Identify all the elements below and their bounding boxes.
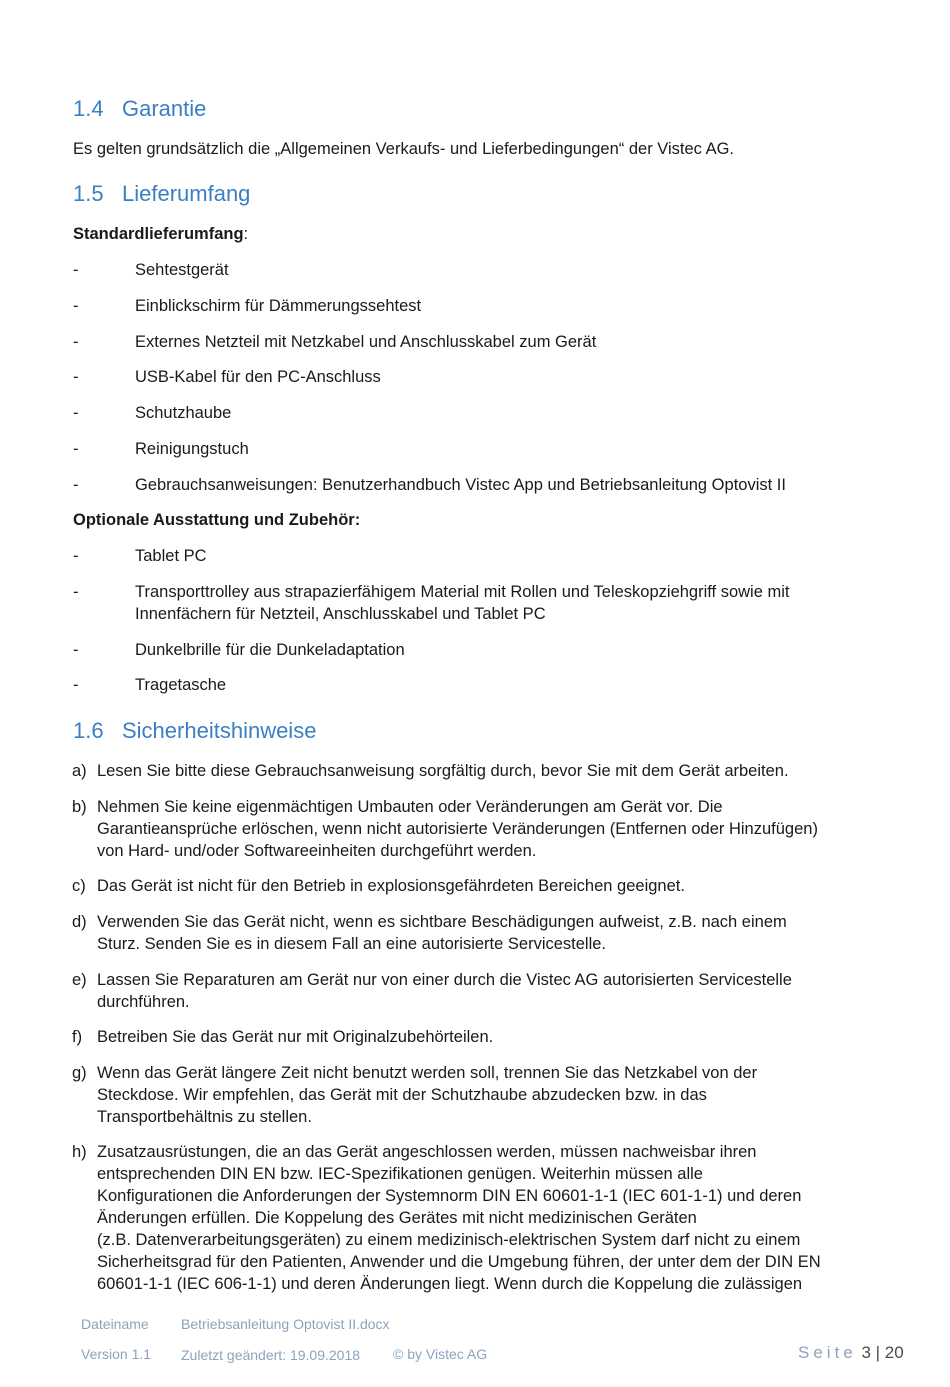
page-label: Seite (798, 1343, 857, 1362)
section-heading-lieferumfang (73, 181, 250, 207)
page-value: 3 | 20 (861, 1343, 904, 1362)
section-number: 1.4 (73, 96, 104, 121)
footer-filename-label: Dateiname (81, 1316, 149, 1332)
standard-heading (73, 223, 248, 245)
section-number: 1.5 (73, 181, 104, 206)
section-heading-sicherheitshinweise (73, 718, 316, 744)
section-title: Garantie (122, 96, 207, 121)
section-number: 1.6 (73, 718, 104, 743)
document-page: 1.4 Garantie Es gelten grundsätzlich die „Allgemeinen Verkaufs- und Lieferbedingungen“ der Vistec AG. 1.5 Lieferumfang Standardlieferumfang: - Sehtestgerät - Einblickschirm für Dämmerungssehtest - Externes Netzteil mit Netzkabel und Anschlusskabel zum Gerät - USB-Kabel für den PC-Anschluss - Schutzhaube - Reinigungstuch - Gebrauchsanweisungen: Benutzerhandbuch Vistec App und Betriebsanleitung Optovist II Optionale Ausstattung und Zubehör: - Tablet PC - Transporttrolley aus strapazierfähigem Material mit Rollen und Teleskopziehgriff sowie mit Innenfächern für Netzteil, Anschlusskabel und Tablet PC - Dunkelbrille für die Dunkeladaptation - Tragetasche 1.6 Sicherheitshinweise a) Lesen Sie bitte diese Gebrauchsanweisung sorgfältig durch, bevor Sie mit dem Gerät arbeiten. b) Nehmen Sie keine eigenmächtigen Umbauten oder Veränderungen am Gerät vor. Die Garantieansprüche erlöschen, wenn nicht autorisierte Veränderungen (Entfernen oder Hinzufügen) von Hard- und/oder Softwareeinheiten durchgeführt werden. c) Das Gerät ist nicht für den Betrieb in explosionsgefährdeten Bereichen geeignet. d) Verwenden Sie das Gerät nicht, wenn es sichtbare Beschädigungen aufweist, z.B. nach einem Sturz. Senden Sie es in diesem Fall an eine autorisierte Servicestelle. e) Lassen Sie Reparaturen am Gerät nur von einer durch die Vistec AG autorisierten Servicestelle durchführen. f) Betreiben Sie das Gerät nur mit Originalzubehörteilen. g) Wenn das Gerät längere Zeit nicht benutzt werden soll, trennen Sie das Netzkabel von der Steckdose. Wir empfehlen, das Gerät mit der Schutzhaube abzudecken bzw. in das Transportbehältnis zu stellen. h) Zusatzausrüstungen, die an das Gerät angeschlossen werden, müssen nachweisbar ihren entsprechenden DIN EN bzw. IEC-Spezifikationen genügen. Weiterhin müssen alle Konfigurationen die Anforderungen der Systemnorm DIN EN 60601-1-1 (IEC 601-1-1) und deren Änderungen erfüllen. Die Koppelung des Gerätes mit nicht medizinischen Geräten (z.B. Datenverarbeitungsgeräten) zu einem medizinisch-elektrischen System darf nicht zu einem Sicherheitsgrad für den Patienten, Anwender und die Umgebung führen, der unter dem der DIN EN 60601-1-1 (IEC 606-1-1) und deren Änderungen liegt. Wenn durch die Koppelung die zulässigen Dateiname Betriebsanleitung Optovist II.docx Version 1.1 Zuletzt geändert: 19.09.2018 © by Vistec AG Seite 3 | 20 (72, 96, 904, 1363)
section-title: Lieferumfang (122, 181, 251, 206)
section-heading-garantie (73, 96, 206, 122)
optional-heading: Optionale Ausstattung und Zubehör: (73, 511, 361, 529)
footer-copyright: © by Vistec AG (393, 1346, 488, 1362)
garantie-text: Es gelten grundsätzlich die „Allgemeinen Verkaufs- und Lieferbedingungen“ der Vistec AG. (73, 140, 735, 158)
standard-heading-label: Standardlieferumfang (73, 225, 244, 243)
footer-filename: Betriebsanleitung Optovist II.docx (181, 1316, 390, 1332)
footer-page-number (798, 1343, 904, 1363)
footer-last-changed: Zuletzt geändert: 19.09.2018 (181, 1347, 361, 1363)
standard-heading-colon: : (243, 225, 249, 243)
footer-version: Version 1.1 (81, 1346, 152, 1362)
section-title: Sicherheitshinweise (122, 718, 317, 743)
